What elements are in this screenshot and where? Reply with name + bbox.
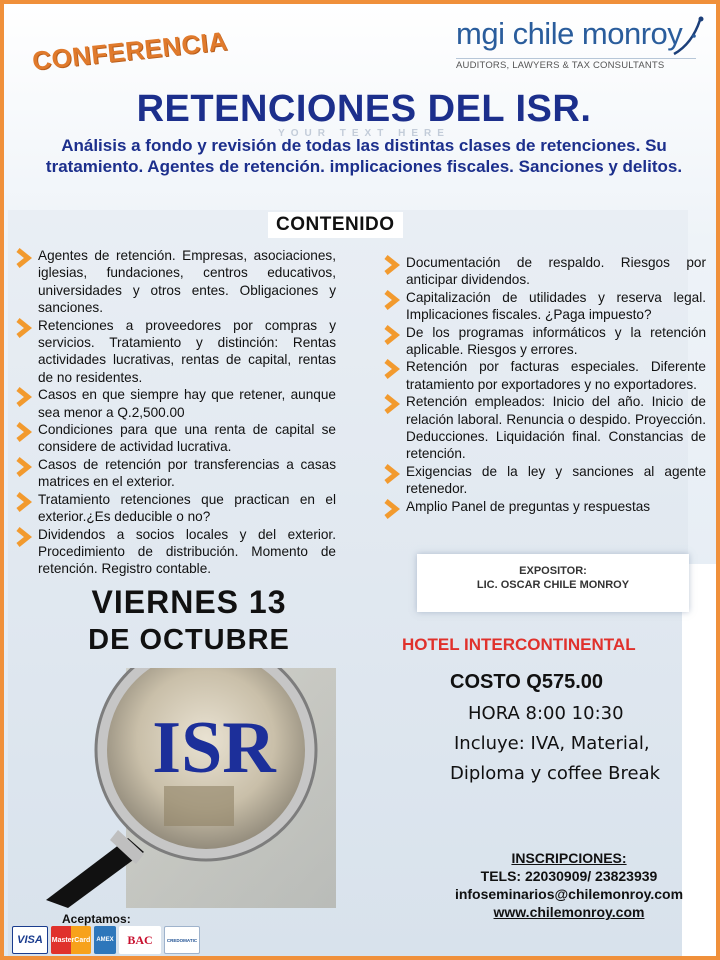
chevron-right-icon: [14, 492, 34, 512]
logo-divider: [456, 58, 696, 59]
contenido-right-list: [382, 254, 706, 515]
chevron-right-icon: [14, 527, 34, 547]
list-item-text: Documentación de respaldo. Riesgos por anticipar dividendos.: [406, 255, 706, 288]
page-title: RETENCIONES DEL ISR.: [136, 88, 592, 130]
list-item: [14, 456, 336, 491]
list-item: [14, 526, 336, 578]
contenido-heading: CONTENIDO: [268, 212, 403, 238]
expositor-name: LIC. OSCAR CHILE MONROY: [476, 579, 630, 591]
list-item-text: Retención por facturas especiales. Diferente tratamiento por exportadores y no exportadores.: [406, 359, 706, 392]
chevron-right-icon: [382, 499, 402, 519]
ghost-placeholder-text: YOUR TEXT HERE: [278, 128, 450, 139]
list-item-text: Capitalización de utilidades y reserva legal. Implicaciones fiscales. ¿Paga impuesto?: [406, 289, 706, 323]
mastercard-logo-icon: MasterCard: [51, 926, 91, 954]
amex-logo-icon: AMEX: [94, 926, 116, 954]
list-item-text: Exigencias de la ley y sanciones al agente retenedor.: [406, 463, 706, 497]
list-item: [382, 289, 706, 324]
list-item: [382, 393, 706, 463]
page-subtitle: Análisis a fondo y revisión de todas las distintas clases de retenciones. Su tratamiento. Agentes de retención. implicaciones fiscales. Sanciones y delitos.: [45, 136, 683, 176]
chevron-right-icon: [382, 290, 402, 310]
logo-name: mgi chile monroy: [456, 16, 683, 51]
chevron-right-icon: [14, 457, 34, 477]
list-item: [382, 324, 706, 359]
registration-email[interactable]: infoseminarios@chilemonroy.com: [454, 886, 684, 902]
chevron-right-icon: [382, 394, 402, 414]
list-item: [382, 358, 706, 393]
visa-logo-icon: VISA: [12, 926, 48, 954]
list-item-text: Retención empleados: Inicio del año. Inicio de relación laboral. Renuncia o despido. Proyección. Deducciones. Liquidación final. Constancias de retención.: [406, 394, 706, 462]
credomatic-logo-icon: CREDOMATIC: [164, 926, 200, 954]
list-item: [14, 247, 336, 317]
list-item: [14, 386, 336, 421]
chevron-right-icon: [14, 387, 34, 407]
event-includes-2: Diploma y coffee Break: [450, 763, 661, 784]
contenido-left-list: [14, 247, 336, 578]
list-item: [14, 491, 336, 526]
isr-magnifier-illustration: [6, 668, 336, 908]
logo-swoosh-icon: [670, 14, 706, 64]
list-item-text: Amplio Panel de preguntas y respuestas: [406, 498, 651, 514]
company-logo: [456, 16, 706, 76]
event-time: HORA 8:00 10:30: [468, 703, 624, 724]
list-item-text: Casos de retención por transferencias a casas matrices en el exterior.: [38, 456, 336, 490]
hotel-name: HOTEL INTERCONTINENTAL: [402, 635, 636, 654]
chevron-right-icon: [382, 255, 402, 275]
event-month: DE OCTUBRE: [88, 624, 290, 656]
event-includes-1: Incluye: IVA, Material,: [454, 733, 650, 754]
chevron-right-icon: [14, 422, 34, 442]
chevron-right-icon: [382, 325, 402, 345]
conferencia-label: CONFERENCIA: [30, 25, 229, 77]
list-item: [14, 317, 336, 387]
list-item-text: Condiciones para que una renta de capital se considere de actividad lucrativa.: [38, 422, 336, 455]
list-item: [14, 421, 336, 456]
isr-text: ISR: [152, 707, 276, 789]
chevron-right-icon: [382, 359, 402, 379]
list-item-text: Casos en que siempre hay que retener, aunque sea menor a Q.2,500.00: [38, 387, 336, 420]
payment-logos: [12, 926, 200, 954]
list-item: [382, 498, 706, 515]
bac-logo-icon: BAC: [119, 926, 161, 954]
list-item-text: Agentes de retención. Empresas, asociaciones, iglesias, fundaciones, centros educativos, universidades y otros entes. Obligaciones y sanciones.: [38, 248, 336, 316]
event-day: VIERNES 13: [91, 584, 287, 620]
list-item-text: Tratamiento retenciones que practican en el exterior.¿Es deducible o no?: [38, 491, 336, 525]
aceptamos-label: Aceptamos:: [62, 912, 131, 926]
chevron-right-icon: [382, 464, 402, 484]
chevron-right-icon: [14, 318, 34, 338]
registration-block: [434, 849, 704, 921]
list-item-text: Retenciones a proveedores por compras y servicios. Tratamiento y distinción: Rentas actividades lucrativas, rentas de capital, rentas de no residentes.: [38, 317, 336, 385]
chevron-right-icon: [14, 248, 34, 268]
expositor-label: EXPOSITOR:: [519, 565, 587, 577]
list-item-text: De los programas informáticos y la retención aplicable. Riesgos y errores.: [406, 324, 706, 358]
registration-label: INSCRIPCIONES:: [511, 850, 627, 866]
logo-subtitle: AUDITORS, LAWYERS & TAX CONSULTANTS: [456, 60, 665, 71]
list-item-text: Dividendos a socios locales y del exterior. Procedimiento de distribución. Momento de retención. Registro contable.: [38, 526, 336, 577]
list-item: [382, 254, 706, 289]
expositor-box: [417, 554, 689, 612]
registration-website[interactable]: www.chilemonroy.com: [493, 904, 645, 920]
event-cost: COSTO Q575.00: [450, 671, 604, 693]
list-item: [382, 463, 706, 498]
registration-phones: TELS: 22030909/ 23823939: [480, 868, 658, 884]
